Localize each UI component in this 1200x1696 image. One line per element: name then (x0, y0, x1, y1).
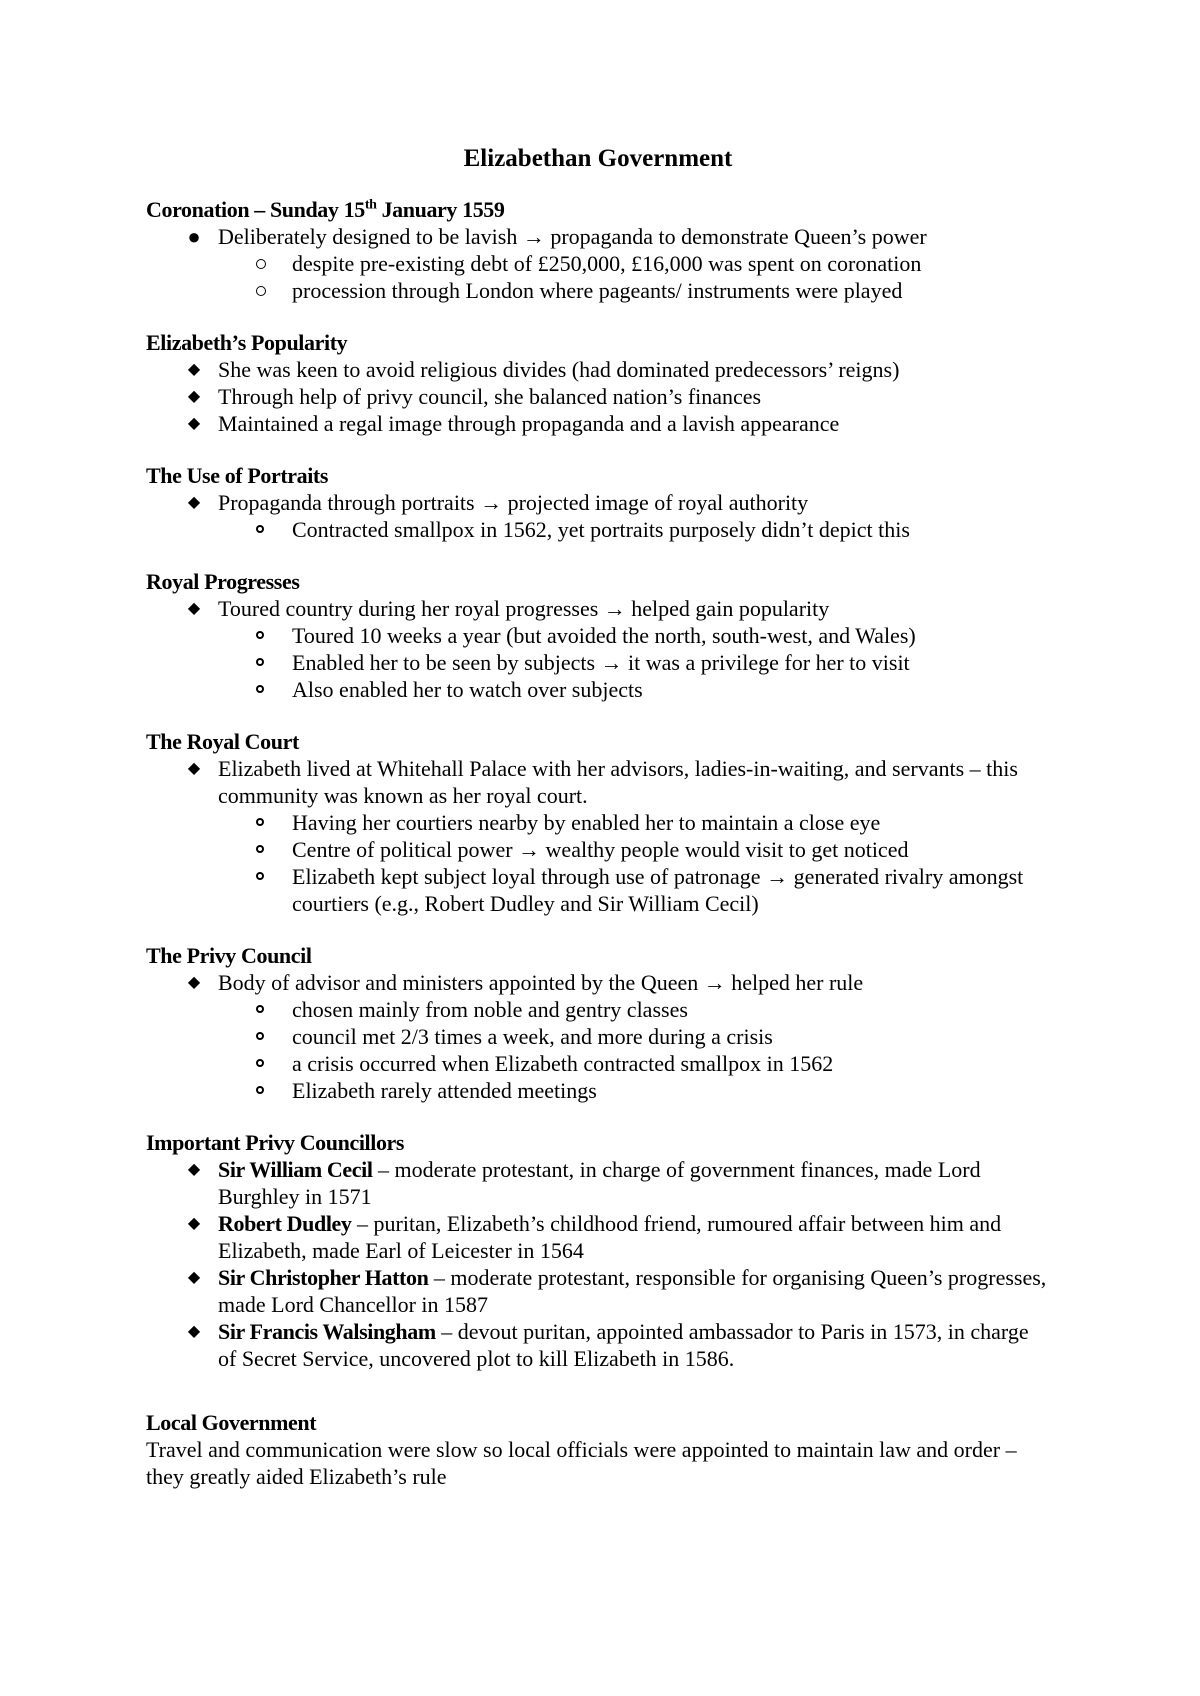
hollow-bullet-icon (256, 1086, 264, 1094)
paragraph: Travel and communication were slow so local officials were appointed to maintain law and order – they greatly aided Elizabeth’s rule (146, 1437, 1017, 1489)
list-item: Toured 10 weeks a year (but avoided the north, south-west, and Wales) (146, 622, 1050, 649)
list-item: Enabled her to be seen by subjects → it was a privilege for her to visit (146, 649, 1050, 676)
list-item: ◆ Sir William Cecil – moderate protestant, in charge of government finances, made Lord Burghley in 1571 (146, 1156, 1050, 1210)
bullet-icon: ◆ (187, 1269, 201, 1286)
bullet-list (146, 356, 1050, 437)
section-heading: The Royal Court (146, 729, 299, 754)
hollow-bullet-icon (256, 259, 266, 269)
list-item: chosen mainly from noble and gentry classes (146, 996, 1050, 1023)
list-item: ◆ Robert Dudley – puritan, Elizabeth’s childhood friend, rumoured affair between him and Elizabeth, made Earl of Leicester in 1564 (146, 1210, 1050, 1264)
section-royal-progresses (146, 568, 1050, 703)
list-item: ◆ She was keen to avoid religious divides (had dominated predecessors’ reigns) (146, 356, 1050, 383)
section-heading: Royal Progresses (146, 569, 300, 594)
section-popularity (146, 329, 1050, 437)
list-item: ◆ Toured country during her royal progresses → helped gain popularity (146, 595, 1050, 622)
list-item: Also enabled her to watch over subjects (146, 676, 1050, 703)
list-item: despite pre-existing debt of £250,000, £16,000 was spent on coronation (146, 250, 1050, 277)
hollow-bullet-icon (256, 872, 264, 880)
list-item: Elizabeth rarely attended meetings (146, 1077, 1050, 1104)
list-item: a crisis occurred when Elizabeth contracted smallpox in 1562 (146, 1050, 1050, 1077)
section-important-councillors (146, 1129, 1050, 1372)
hollow-bullet-icon (256, 845, 264, 853)
section-heading: Local Government (146, 1410, 317, 1435)
bullet-icon: ◆ (187, 1215, 201, 1232)
councillor-name: Sir Francis Walsingham (218, 1319, 436, 1344)
section-heading: Important Privy Councillors (146, 1130, 405, 1155)
bullet-list (146, 969, 1050, 1104)
hollow-bullet-icon (256, 1005, 264, 1013)
councillor-name: Robert Dudley (218, 1211, 352, 1236)
section-heading: The Use of Portraits (146, 463, 329, 488)
section-heading: The Privy Council (146, 943, 312, 968)
bullet-icon: ◆ (187, 974, 201, 991)
list-item: ◆ Body of advisor and ministers appointed by the Queen → helped her rule (146, 969, 1050, 996)
list-item: ◆ Sir Francis Walsingham – devout puritan, appointed ambassador to Paris in 1573, in charge of Secret Service, uncovered plot to kill Elizabeth in 1586. (146, 1318, 1050, 1372)
bullet-icon: ◆ (187, 388, 201, 405)
list-item: council met 2/3 times a week, and more during a crisis (146, 1023, 1050, 1050)
section-local-government (146, 1409, 1050, 1490)
list-item: ◆ Propaganda through portraits → projected image of royal authority (146, 489, 1050, 516)
list-item: ◆ Maintained a regal image through propaganda and a lavish appearance (146, 410, 1050, 437)
councillor-name: Sir Christopher Hatton (218, 1265, 429, 1290)
list-item: Having her courtiers nearby by enabled her to maintain a close eye (146, 809, 1050, 836)
section-heading: Elizabeth’s Popularity (146, 330, 348, 355)
page-title: Elizabethan Government (463, 145, 733, 172)
list-item: ◆ Sir Christopher Hatton – moderate protestant, responsible for organising Queen’s progresses, made Lord Chancellor in 1587 (146, 1264, 1050, 1318)
list-item: ◆ Through help of privy council, she balanced nation’s finances (146, 383, 1050, 410)
bullet-icon: ◆ (187, 760, 201, 777)
bullet-list (146, 1156, 1050, 1372)
hollow-bullet-icon (256, 818, 264, 826)
section-privy-council (146, 942, 1050, 1104)
councillor-name: Sir William Cecil (218, 1157, 373, 1182)
bullet-icon: ◆ (187, 1323, 201, 1340)
hollow-bullet-icon (256, 685, 264, 693)
list-item: Centre of political power → wealthy people would visit to get noticed (146, 836, 1050, 863)
bullet-icon: ◆ (187, 494, 201, 511)
hollow-bullet-icon (256, 286, 266, 296)
bullet-icon: ◆ (187, 1161, 201, 1178)
bullet-list (146, 595, 1050, 703)
hollow-bullet-icon (256, 1032, 264, 1040)
bullet-icon: ◆ (187, 600, 201, 617)
bullet-list (146, 489, 1050, 543)
bullet-list (146, 755, 1050, 917)
hollow-bullet-icon (256, 631, 264, 639)
hollow-bullet-icon (256, 525, 264, 533)
bullet-list (146, 223, 1050, 304)
hollow-bullet-icon (256, 1059, 264, 1067)
bullet-icon: ◆ (187, 415, 201, 432)
section-royal-court (146, 728, 1050, 917)
list-item: ● Deliberately designed to be lavish → propaganda to demonstrate Queen’s power (146, 223, 1050, 250)
bullet-icon: ● (187, 224, 201, 249)
bullet-icon: ◆ (187, 361, 201, 378)
hollow-bullet-icon (256, 658, 264, 666)
list-item: ◆ Elizabeth lived at Whitehall Palace with her advisors, ladies-in-waiting, and servants – this community was known as her royal court. (146, 755, 1050, 809)
list-item: Contracted smallpox in 1562, yet portraits purposely didn’t depict this (146, 516, 1050, 543)
section-heading: Coronation – Sunday 15th January 1559 (146, 197, 505, 222)
section-coronation (146, 196, 1050, 304)
section-portraits (146, 462, 1050, 543)
list-item: Elizabeth kept subject loyal through use of patronage → generated rivalry amongst courtiers (e.g., Robert Dudley and Sir William Cecil) (146, 863, 1050, 917)
list-item: procession through London where pageants/ instruments were played (146, 277, 1050, 304)
